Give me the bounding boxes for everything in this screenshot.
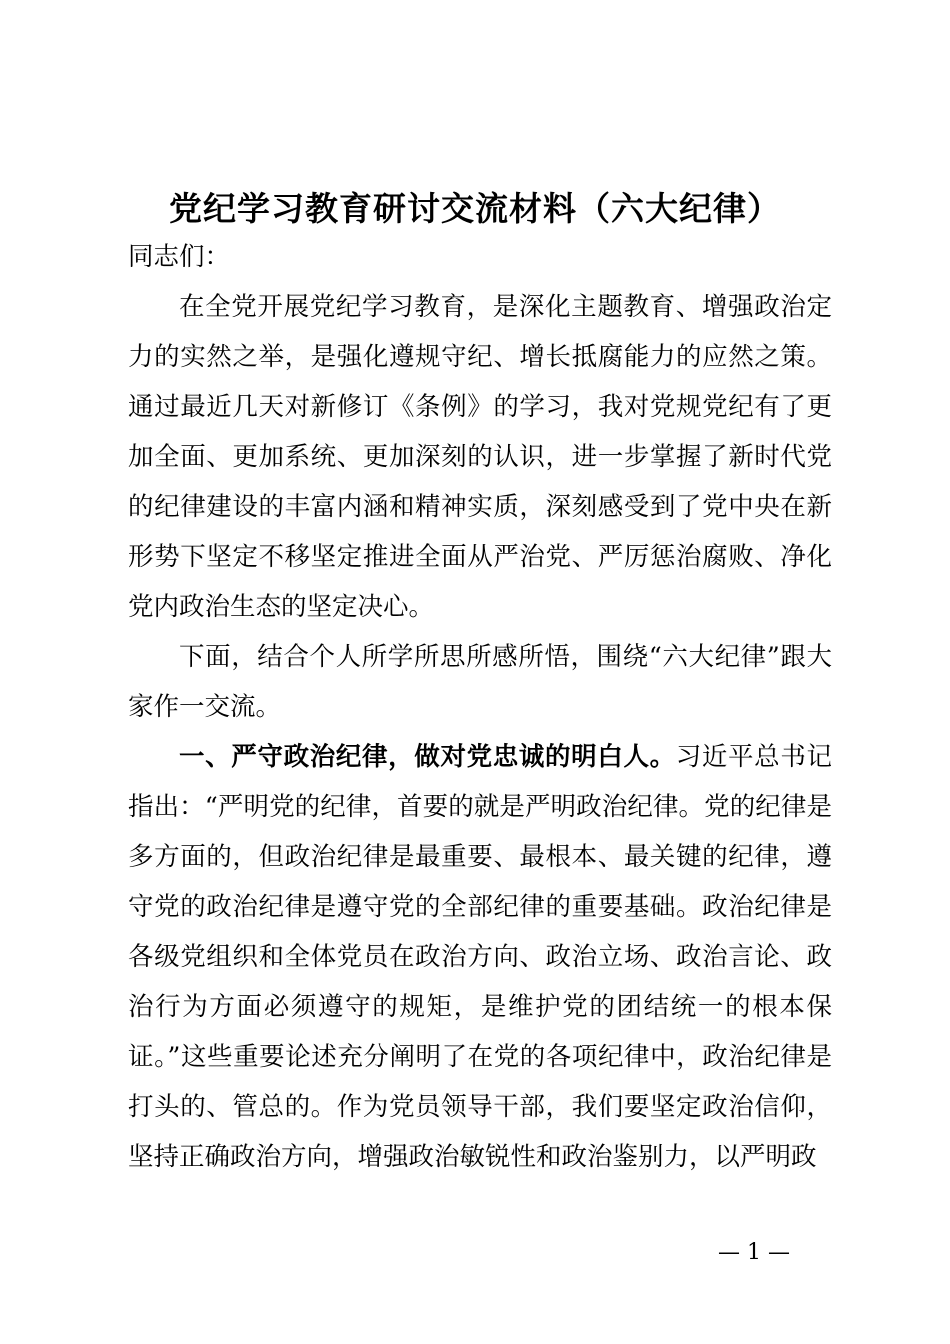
section-1-heading: 一、严守政治纪律，做对党忠诚的明白人。 (179, 742, 676, 772)
paragraph-intro: 在全党开展党纪学习教育，是深化主题教育、增强政治定力的实然之举，是强化遵规守纪、增长抵腐能力的应然之策。通过最近几天对新修订《条例》的学习，我对党规党纪有了更加全面、更加系统、更加深刻的认识，进一步掌握了新时代党的纪律建设的丰富内涵和精神实质，深刻感受到了党中央在新形势下坚定不移坚定推进全面从严治党、严厉惩治腐败、净化党内政治生态的坚定决心。 (128, 292, 832, 622)
paragraph-transition: 下面，结合个人所学所思所感所悟，围绕“六大纪律”跟大家作一交流。 (128, 642, 832, 722)
page-number: — 1 — (718, 1240, 790, 1265)
document-body (128, 232, 832, 1182)
document-title: 党纪学习教育研讨交流材料（六大纪律） (169, 189, 781, 228)
section-1-body: 习近平总书记指出：“严明党的纪律，首要的就是严明政治纪律。党的纪律是多方面的，但政治纪律是最重要、最根本、最关键的纪律，遵守党的政治纪律是遵守党的全部纪律的重要基础。政治纪律是各级党组织和全体党员在政治方向、政治立场、政治言论、政治行为方面必须遵守的规矩，是维护党的团结统一的根本保证。”这些重要论述充分阐明了在党的各项纪律中，政治纪律是打头的、管总的。作为党员领导干部，我们要坚定政治信仰，坚持正确政治方向，增强政治敏锐性和政治鉴别力，以严明政 (128, 742, 832, 1172)
salutation: 同志们： (128, 242, 231, 272)
section-1-paragraph (128, 732, 832, 1182)
